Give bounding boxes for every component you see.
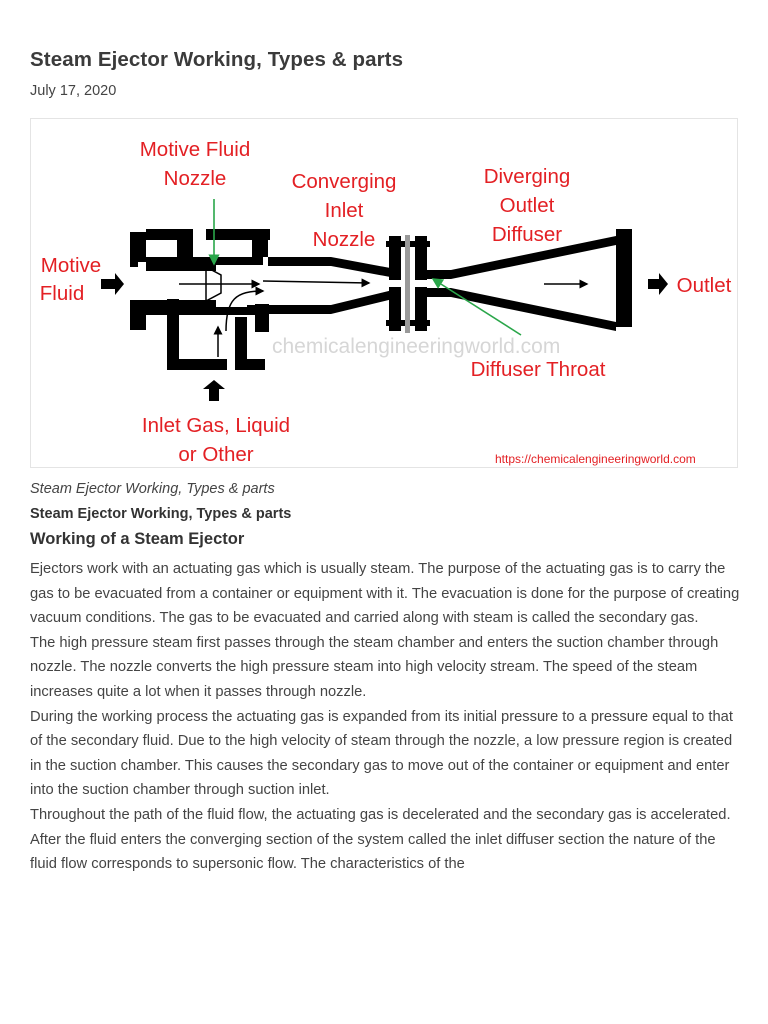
label-inlet-line1: Inlet Gas, Liquid [141,414,291,437]
label-diverging-line3: Diffuser [491,223,563,246]
label-outlet: Outlet [676,274,732,297]
section-heading: Working of a Steam Ejector [30,530,245,548]
label-motive-fluid-nozzle-line1: Motive Fluid [139,138,251,161]
label-converging-line2: Inlet [324,199,364,222]
label-diverging-line1: Diverging [483,165,571,188]
label-motive-fluid-line2: Fluid [39,282,85,305]
paragraph: During the working process the actuating gas is expanded from its initial pressure to a pressure equal to that of the secondary fluid. Due to the high velocity of steam through the nozzle, a low pressure region is created in the suction chamber. This causes the secondary gas to move out of the container or equipment and enter into the suction chamber through suction inlet. [30,708,733,799]
paragraph: Throughout the path of the fluid flow, the actuating gas is decelerated and the secondary gas is accelerated. [30,806,731,823]
article-body [30,557,742,877]
figure-caption: Steam Ejector Working, Types & parts [30,481,275,497]
paragraph: Ejectors work with an actuating gas which is usually steam. The purpose of the actuating gas is to carry the gas to be evacuated from a container or equipment with it. The evacuation is done for the purpose of creating vacuum conditions. The gas to be evacuated and carried along with steam is called the secondary gas. [30,561,740,627]
diagram-watermark: chemicalengineeringworld.com [272,335,561,358]
label-diverging-line2: Outlet [499,194,555,217]
figure-subheading: Steam Ejector Working, Types & parts [30,506,292,522]
ejector-diagram-figure [30,118,738,468]
label-motive-fluid-line1: Motive [40,254,102,277]
label-converging-line3: Nozzle [312,228,376,251]
article-title: Steam Ejector Working, Types & parts [30,48,404,71]
paragraph: After the fluid enters the converging section of the system called the inlet diffuser section the nature of the fluid flow corresponds to supersonic flow. The characteristics of the [30,831,716,873]
label-diffuser-throat: Diffuser Throat [470,358,606,381]
article-date: July 17, 2020 [30,83,117,99]
throat-insert [405,235,410,333]
diagram-source-url: https://chemicalengineeringworld.com [495,452,696,466]
paragraph: The high pressure steam first passes through the steam chamber and enters the suction chamber through nozzle. The nozzle converts the high pressure steam into high velocity stream. The speed of the steam increases quite a lot when it passes through nozzle. [30,634,719,700]
label-inlet-line2: or Other [178,443,254,466]
label-motive-fluid-nozzle-line2: Nozzle [163,167,227,190]
ejector-diagram [31,119,737,467]
label-converging-line1: Converging [291,170,397,193]
